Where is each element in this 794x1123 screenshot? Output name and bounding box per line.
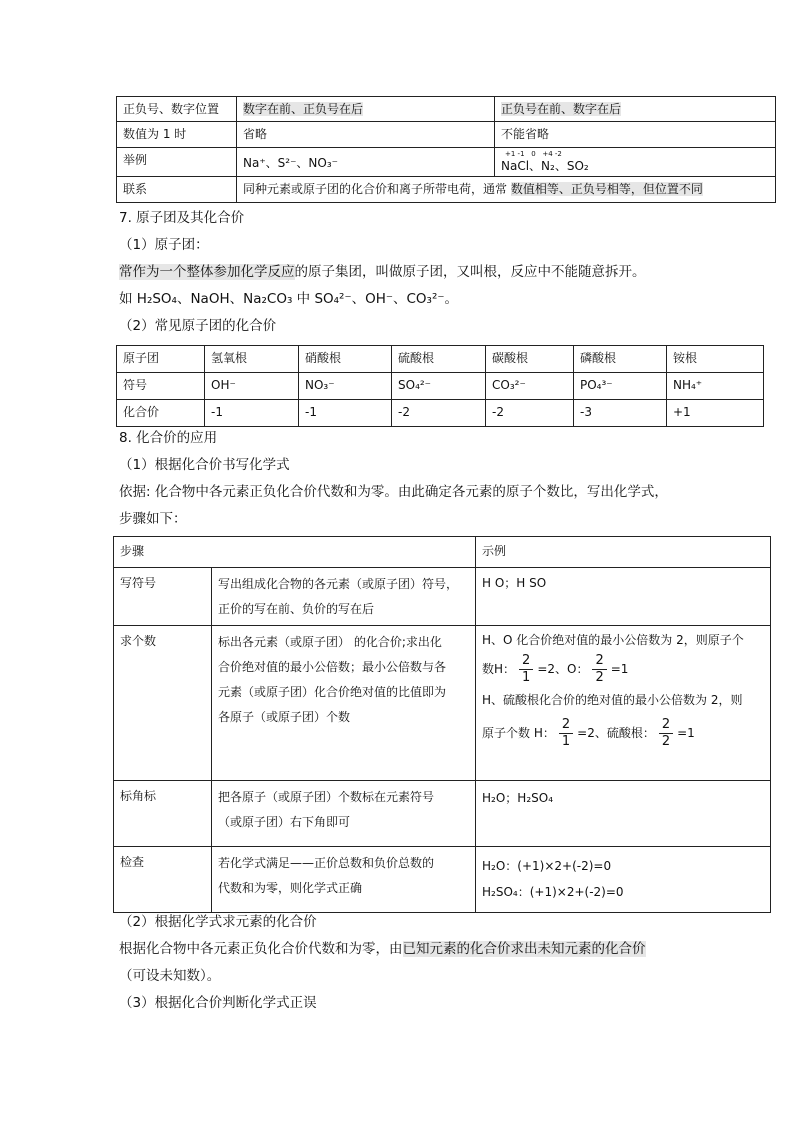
cell [495, 148, 776, 177]
fraction [659, 717, 673, 750]
cell: 标角标 [114, 781, 212, 847]
cell: +1 [667, 400, 764, 427]
paragraph-text: 根据化合物中各元素正负化合价代数和为零，由 [119, 941, 403, 957]
cell: 检查 [114, 847, 212, 913]
cell: 硫酸根 [392, 346, 486, 373]
paragraph: （可设未知数）。 [119, 968, 221, 984]
cell [495, 97, 776, 122]
cell: NO₃⁻ [299, 373, 392, 400]
header-cell: 步骤 [114, 537, 476, 568]
cell: NH₄⁺ [667, 373, 764, 400]
subheading: （2）根据化学式求元素的化合价 [119, 914, 317, 930]
cell [212, 847, 476, 913]
cell: 硝酸根 [299, 346, 392, 373]
definition-text: 的原子集团，叫做原子团，又叫根，反应中不能随意拆开。 [294, 264, 646, 280]
cell: -1 [299, 400, 392, 427]
section-8-heading: 8. 化合价的应用 [119, 430, 218, 446]
denominator: 2 [661, 733, 671, 749]
steps-table [113, 536, 771, 913]
cell-line: 写出组成化合物的各元素（或原子团）符号， [218, 577, 459, 591]
fraction-line [482, 712, 764, 754]
cell-line: （或原子团）右下角即可 [218, 815, 351, 829]
subheading: （3）根据化合价判断化学式正误 [119, 995, 317, 1011]
cell [476, 847, 771, 913]
cell: CO₃²⁻ [486, 373, 574, 400]
basis-text: 依据: 化合物中各元素正负化合价代数和为零。由此确定各元素的原子个数比，写出化学式， [119, 484, 668, 500]
definition [119, 262, 646, 282]
cell-line: 各原子（或原子团）个数 [218, 710, 351, 724]
fraction-line [482, 650, 764, 688]
cell-text: 同种元素或原子团的化合价和离子所带电荷，通常 [243, 182, 508, 196]
cell: 求个数 [114, 626, 212, 781]
steps-intro: 步骤如下： [119, 511, 187, 527]
header-cell: 示例 [476, 537, 771, 568]
cell [476, 626, 771, 781]
cell [237, 97, 495, 122]
cell: -1 [205, 400, 299, 427]
cell: 正负号、数字位置 [117, 97, 237, 122]
cell: 符号 [117, 373, 205, 400]
cell-line: 标出各元素（或原子团） 的化合价;求出化 [218, 635, 442, 649]
valence-marks: +1 -1 0 +4 -2 [505, 150, 562, 158]
numerator: 2 [592, 653, 606, 670]
text: 原子个数 H： [482, 726, 555, 740]
subheading: （2）常见原子团的化合价 [119, 318, 277, 334]
cell-line: 合价绝对值的最小公倍数；最小公倍数与各 [218, 660, 447, 674]
fraction [519, 653, 533, 686]
cell-line: H、硫酸根化合价的绝对值的最小公倍数为 2，则 [482, 693, 743, 707]
cell: 举例 [117, 148, 237, 177]
cell-text: 正负号在前、数字在后 [501, 102, 622, 116]
cell-text-highlight: 数值相等、正负号相等，但位置不同 [510, 182, 703, 196]
cell [212, 781, 476, 847]
paragraph [119, 939, 646, 959]
denominator: 1 [522, 669, 531, 685]
radical-valence-table [116, 345, 764, 427]
numerator: 2 [659, 717, 673, 734]
cell-line: H₂SO₄：(+1)×2+(-2)=0 [482, 885, 624, 899]
cell: 省略 [237, 122, 495, 148]
cell: 不能省略 [495, 122, 776, 148]
subheading: （1）根据化合价书写化学式 [119, 457, 290, 473]
section-7-heading: 7. 原子团及其化合价 [119, 210, 245, 226]
numerator: 2 [519, 653, 533, 670]
definition-highlight: 常作为一个整体参加化学反应 [119, 264, 295, 280]
cell [212, 568, 476, 626]
cell: 数值为 1 时 [117, 122, 237, 148]
cell-line: 代数和为零，则化学式正确 [218, 881, 363, 895]
cell: 联系 [117, 177, 237, 203]
cell: 化合价 [117, 400, 205, 427]
text: 数H： [482, 662, 516, 676]
cell: 铵根 [667, 346, 764, 373]
denominator: 1 [561, 733, 571, 749]
denominator: 2 [595, 669, 604, 685]
cell: OH⁻ [205, 373, 299, 400]
example-line: 如 H₂SO₄、NaOH、Na₂CO₃ 中 SO₄²⁻、OH⁻、CO₃²⁻。 [119, 291, 458, 307]
cell: -3 [574, 400, 667, 427]
paragraph-highlight: 已知元素的化合价求出未知元素的化合价 [402, 941, 646, 957]
cell-line: H、O 化合价绝对值的最小公倍数为 2，则原子个 [482, 633, 744, 647]
cell [237, 177, 776, 203]
charge-comparison-table [116, 96, 776, 203]
cell: Na⁺、S²⁻、NO₃⁻ [237, 148, 495, 177]
cell: 氢氧根 [205, 346, 299, 373]
cell: SO₄²⁻ [392, 373, 486, 400]
subheading: （1）原子团： [119, 237, 209, 253]
cell-line: 元素（或原子团）化合价绝对值的比值即为 [218, 685, 447, 699]
fraction [559, 717, 573, 750]
cell: H₂O；H₂SO₄ [476, 781, 771, 847]
cell: -2 [486, 400, 574, 427]
cell [212, 626, 476, 781]
cell: PO₄³⁻ [574, 373, 667, 400]
cell-line: H₂O：(+1)×2+(-2)=0 [482, 859, 612, 873]
cell-text: NaCl、N₂、SO₂ [501, 159, 589, 173]
text: =1 [610, 662, 629, 676]
cell-text: 数字在前、正负号在后 [243, 102, 364, 116]
text: =1 [677, 726, 695, 740]
fraction [592, 653, 606, 686]
cell-line: 正价的写在前、负价的写在后 [218, 602, 375, 616]
cell: 碳酸根 [486, 346, 574, 373]
cell-line: 把各原子（或原子团）个数标在元素符号 [218, 790, 435, 804]
numerator: 2 [559, 717, 573, 734]
cell: H O；H SO [476, 568, 771, 626]
cell: 原子团 [117, 346, 205, 373]
text: =2、硫酸根： [577, 726, 655, 740]
cell-line: 若化学式满足——正价总数和负价总数的 [218, 856, 435, 870]
cell: 写符号 [114, 568, 212, 626]
cell: 磷酸根 [574, 346, 667, 373]
text: =2、O： [537, 662, 589, 676]
cell: -2 [392, 400, 486, 427]
